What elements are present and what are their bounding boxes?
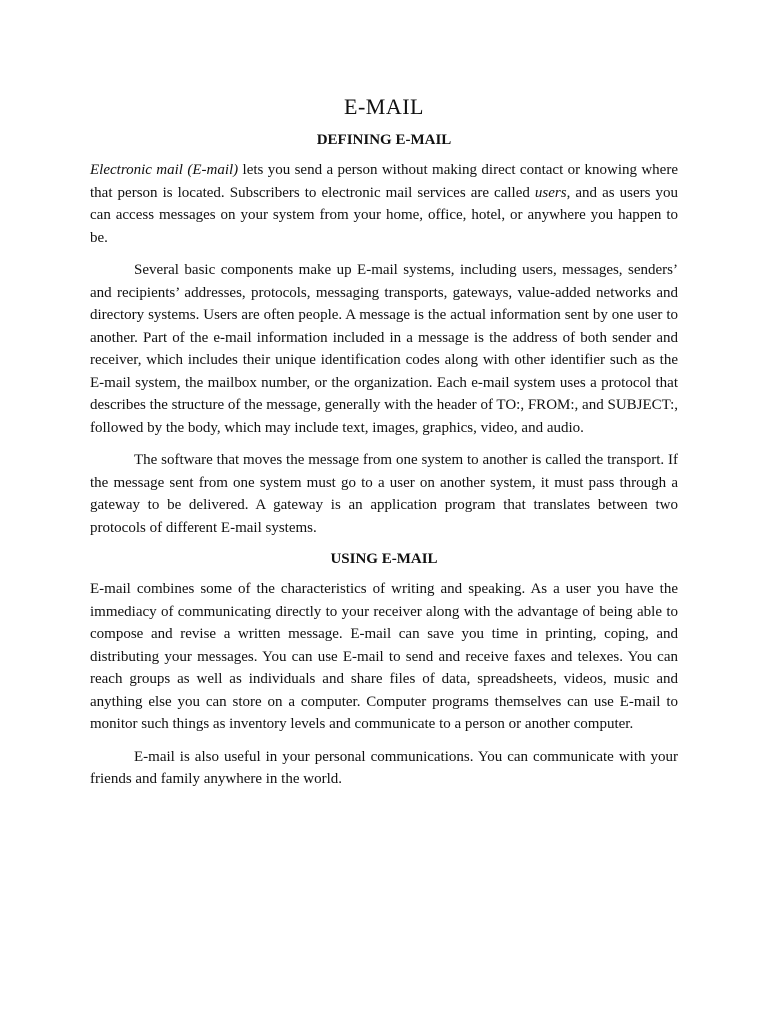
paragraph-using-1: E-mail combines some of the characteristics of writing and speaking. As a user you have the immediacy of communicating directly to your receiver along with the advantage of being able to compose and revise a written message. E-mail can save you time in printing, coping, and distributing your messages. You can use E-mail to send and receive faxes and telexes. You can reach groups as well as individuals and share files of data, spreadsheets, videos, music and anything else you can store on a computer. Computer programs themselves can use E-mail to monitor such things as inventory levels and communicate to a person or another computer. [90, 581, 678, 732]
paragraph-defining-2: Several basic components make up E-mail systems, including users, messages, senders’ and recipients’ addresses, protocols, messaging transports, gateways, value-added networks and directory systems. Users are often people. A message is the actual information sent by one user to another. Part of the e-mail information included in a message is the address of both sender and receiver, which includes their unique identification codes along with other identifier such as the E-mail system, the mailbox number, or the organization. Each e-mail system uses a protocol that describes the structure of the message, generally with the header of TO:, FROM:, and SUBJECT:, followed by the body, which may include text, images, graphics, video, and audio. [90, 262, 678, 436]
term-electronic-mail: Electronic mail (E-mail) [90, 162, 239, 178]
section-heading-defining: DEFINING E-MAIL [316, 132, 452, 148]
paragraph-defining-1 [90, 159, 678, 249]
paragraph-using-2: E-mail is also useful in your personal communications. You can communicate with your friends and family anywhere in the world. [90, 748, 678, 787]
document-title: E-MAIL [344, 94, 424, 119]
term-users: users [534, 184, 567, 201]
paragraph-text: , and as users you can access messages on your system from your home, office, hotel, or anywhere you happen to be. [90, 184, 679, 246]
paragraph-defining-3: The software that moves the message from one system to another is called the transport. If the message sent from one system must go to a user on another system, it must pass through a gateway to be delivered. A gateway is an application program that translates between two protocols of different E-mail systems. [90, 452, 678, 536]
paragraph-text: lets you send a person without making direct contact or knowing where that person is located. Subscribers to electronic mail services are called [90, 162, 678, 201]
section-heading-using: USING E-MAIL [330, 551, 438, 567]
